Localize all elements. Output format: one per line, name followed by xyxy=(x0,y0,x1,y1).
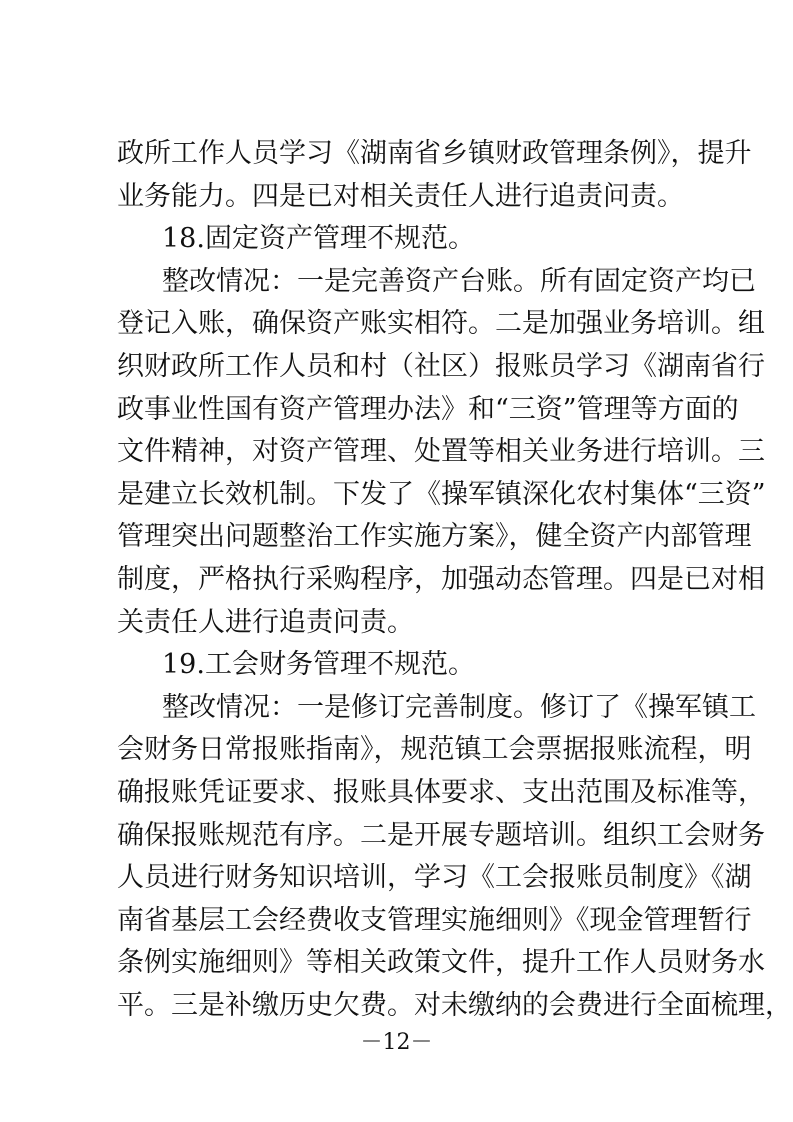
text-line-9: 是建立长效机制。下发了《操军镇深化农村集体“三资” xyxy=(117,479,766,510)
text-line-19: 南省基层工会经费收支管理实施细则》《现金管理暂行 xyxy=(117,905,752,936)
text-line-10: 管理突出问题整治工作实施方案》，健全资产内部管理 xyxy=(117,521,752,552)
text-line-5: 登记入账，确保资产账实相符。二是加强业务培训。组 xyxy=(117,308,765,339)
text-line-18: 人员进行财务知识培训，学习《工会报账员制度》《湖 xyxy=(117,862,752,893)
text-line-2: 业务能力。四是已对相关责任人进行追责问责。 xyxy=(117,181,684,212)
text-line-12: 关责任人进行追责问责。 xyxy=(117,607,414,638)
text-line-17: 确保报账规范有序。二是开展专题培训。组织工会财务 xyxy=(117,820,765,851)
text-line-16: 确报账凭证要求、报账具体要求、支出范围及标准等， xyxy=(117,777,765,808)
page-number: －12－ xyxy=(360,1030,433,1055)
text-line-15: 会财务日常报账指南》，规范镇工会票据报账流程，明 xyxy=(117,734,752,765)
text-line-4: 整改情况：一是完善资产台账。所有固定资产均已 xyxy=(162,266,756,297)
text-line-1: 政所工作人员学习《湖南省乡镇财政管理条例》，提升 xyxy=(117,138,752,169)
text-line-20: 条例实施细则》等相关政策文件，提升工作人员财务水 xyxy=(117,947,765,978)
text-line-8: 文件精神，对资产管理、处置等相关业务进行培训。三 xyxy=(117,436,765,467)
section-heading-18: 18.固定资产管理不规范。 xyxy=(162,223,475,254)
text-line-21: 平。三是补缴历史欠费。对未缴纳的会费进行全面梳理， xyxy=(117,990,792,1021)
text-line-7: 政事业性国有资产管理办法》和“三资”管理等方面的 xyxy=(117,394,739,425)
section-heading-19: 19.工会财务管理不规范。 xyxy=(162,649,475,680)
text-line-11: 制度，严格执行采购程序，加强动态管理。四是已对相 xyxy=(117,564,765,595)
text-line-6: 织财政所工作人员和村（社区）报账员学习《湖南省行 xyxy=(117,351,765,382)
text-line-14: 整改情况：一是修订完善制度。修订了《操军镇工 xyxy=(162,692,756,723)
